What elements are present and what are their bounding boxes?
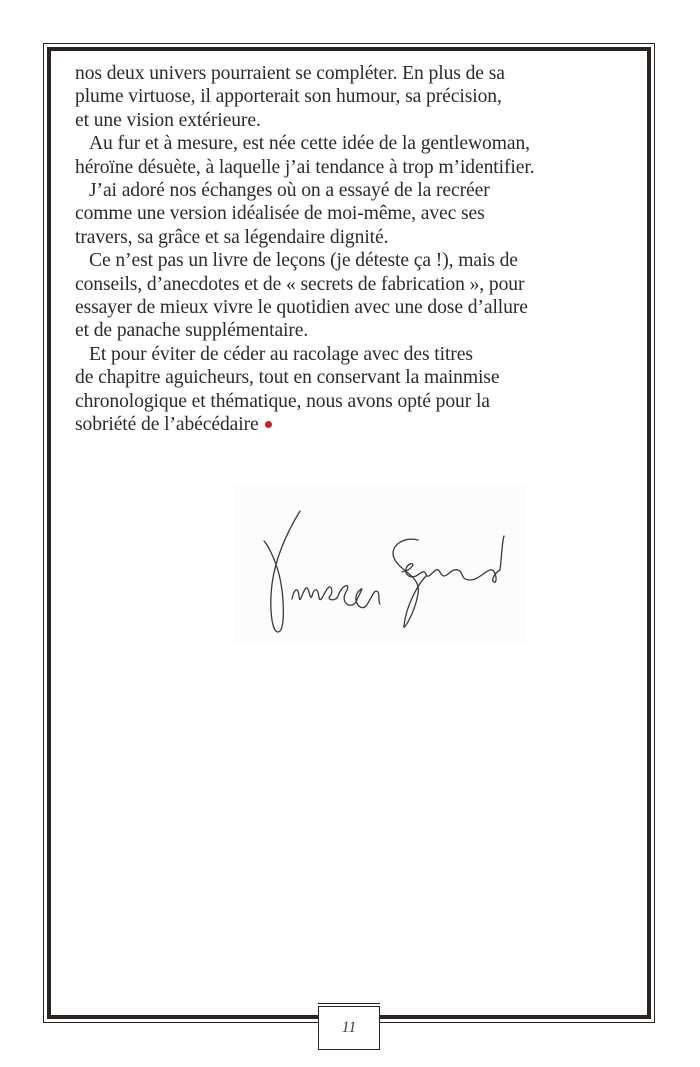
body-text xyxy=(75,62,635,437)
text-line: plume virtuose, il apporterait son humour, sa précision, xyxy=(75,86,502,108)
text-line: conseils, d’anecdotes et de « secrets de fabrication », pour xyxy=(75,273,525,295)
last-text-line xyxy=(75,413,635,436)
text-line-content: sobriété de l’abécédaire xyxy=(75,414,259,436)
text-line: chronologique et thématique, nous avons opté pour la xyxy=(75,390,490,412)
text-line: héroïne désuète, à laquelle j’ai tendance à trop m’identifier. xyxy=(75,156,535,178)
text-line: de chapitre aguicheurs, tout en conservant la mainmise xyxy=(75,367,500,389)
text-line: travers, sa grâce et sa légendaire dignité. xyxy=(75,226,389,248)
end-of-text-red-dot-icon xyxy=(265,421,272,428)
handwritten-signature xyxy=(234,484,526,644)
page-number-box xyxy=(318,1006,380,1050)
text-line: et une vision extérieure. xyxy=(75,109,261,131)
paragraph-start-line: J’ai adoré nos échanges où on a essayé de la recréer xyxy=(89,180,490,202)
paragraph-start-line: Ce n’est pas un livre de leçons (je déteste ça !), mais de xyxy=(89,250,518,272)
paragraph-start-line: Au fur et à mesure, est née cette idée de la gentlewoman, xyxy=(89,133,530,155)
text-line: nos deux univers pourraient se compléter. En plus de sa xyxy=(75,63,505,84)
paragraph-start-line: Et pour éviter de céder au racolage avec des titres xyxy=(89,343,473,365)
text-line: essayer de mieux vivre le quotidien avec une dose d’allure xyxy=(75,297,528,319)
text-line: et de panache supplémentaire. xyxy=(75,320,309,342)
signature-icon xyxy=(234,484,526,644)
text-line: comme une version idéalisée de moi-même, avec ses xyxy=(75,203,485,225)
page-number: 11 xyxy=(341,1019,357,1036)
